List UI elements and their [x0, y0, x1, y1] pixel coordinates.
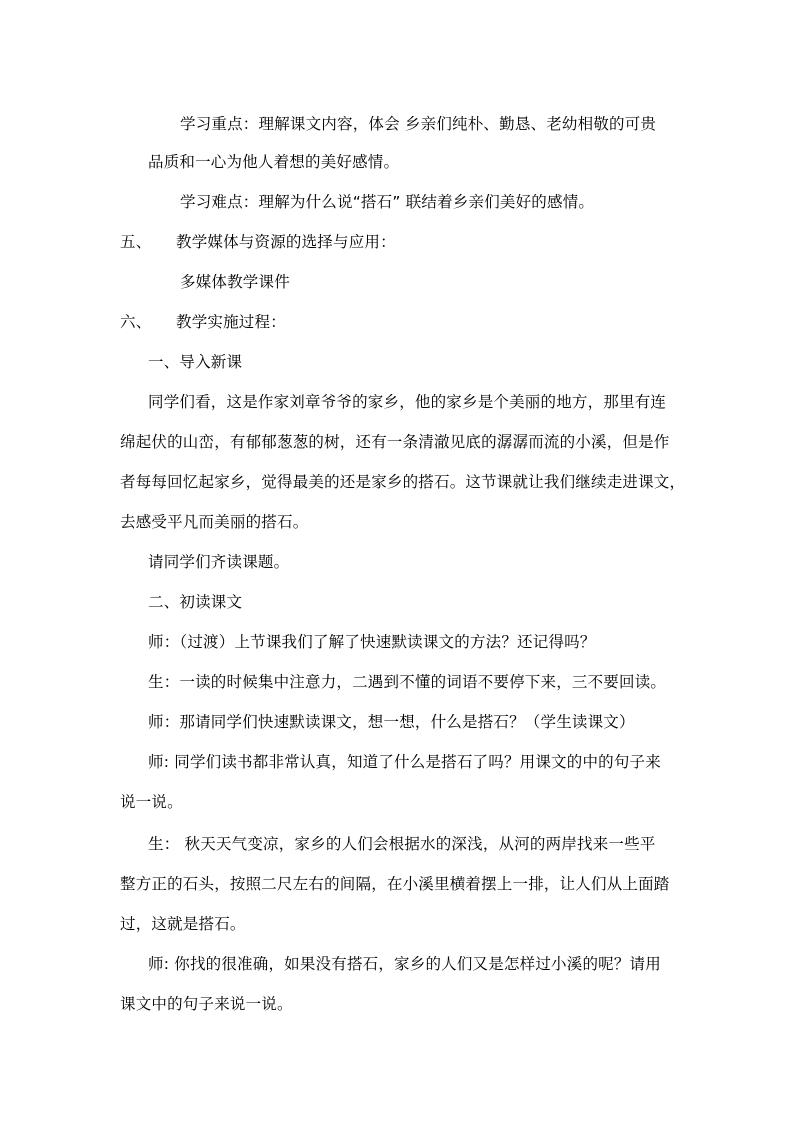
text-line: 师: 你找的很准确，如果没有搭石，家乡的人们又是怎样过小溪的呢？请用 — [148, 955, 661, 973]
section-heading-5 — [120, 232, 396, 252]
text-line: 学习难点：理解为什么说“搭石” 联结着乡亲们美好的感情。 — [180, 193, 595, 211]
text-line: 品质和一心为他人着想的美好感情。 — [148, 153, 400, 171]
text-line: 多媒体教学课件 — [180, 273, 290, 291]
text-line: 师: 同学们读书都非常认真，知道了什么是搭石了吗？用课文的中的句子来 — [148, 753, 661, 771]
section-number: 六、 — [120, 313, 152, 331]
section-title: 教学媒体与资源的选择与应用： — [176, 233, 396, 251]
text-line: 整方正的石头，按照二尺左右的间隔，在小溪里横着摆上一排，让人们从上面踏 — [120, 875, 670, 893]
text-line: 绵起伏的山峦，有郁郁葱葱的树，还有一条清澈见底的潺潺而流的小溪，但是作 — [120, 433, 670, 451]
text-line: 生： 秋天天气变凉，家乡的人们会根据水的深浅，从河的两岸找来一些平 — [148, 835, 656, 853]
text-line: 者每每回忆起家乡，觉得最美的还是家乡的搭石。这节课就让我们继续走进课文， — [120, 473, 686, 491]
text-line: 过，这就是搭石。 — [120, 915, 246, 933]
text-line: 师：那请同学们快速默读课文，想一想，什么是搭石？（学生读课文） — [148, 713, 635, 731]
subheading: 一、导入新课 — [148, 353, 243, 371]
text-line: 去感受平凡而美丽的搭石。 — [120, 513, 309, 531]
text-line: 请同学们齐读课题。 — [148, 553, 290, 571]
section-title: 教学实施过程： — [176, 313, 286, 331]
text-line: 生：一读的时候集中注意力，二遇到不懂的词语不要停下来，三不要回读。 — [148, 673, 667, 691]
text-line: 课文中的句子来说一说。 — [120, 995, 293, 1013]
section-number: 五、 — [120, 233, 152, 251]
text-line: 师：（过渡）上节课我们了解了快速默读课文的方法？还记得吗？ — [148, 633, 596, 651]
text-line: 同学们看，这是作家刘章爷爷的家乡，他的家乡是个美丽的地方，那里有连 — [148, 393, 667, 411]
section-heading-6 — [120, 312, 286, 332]
text-line: 说一说。 — [120, 793, 183, 811]
text-line: 学习重点：理解课文内容，体会 乡亲们纯朴、勤恳、老幼相敬的可贵 — [180, 115, 657, 133]
subheading: 二、初读课文 — [148, 593, 243, 611]
